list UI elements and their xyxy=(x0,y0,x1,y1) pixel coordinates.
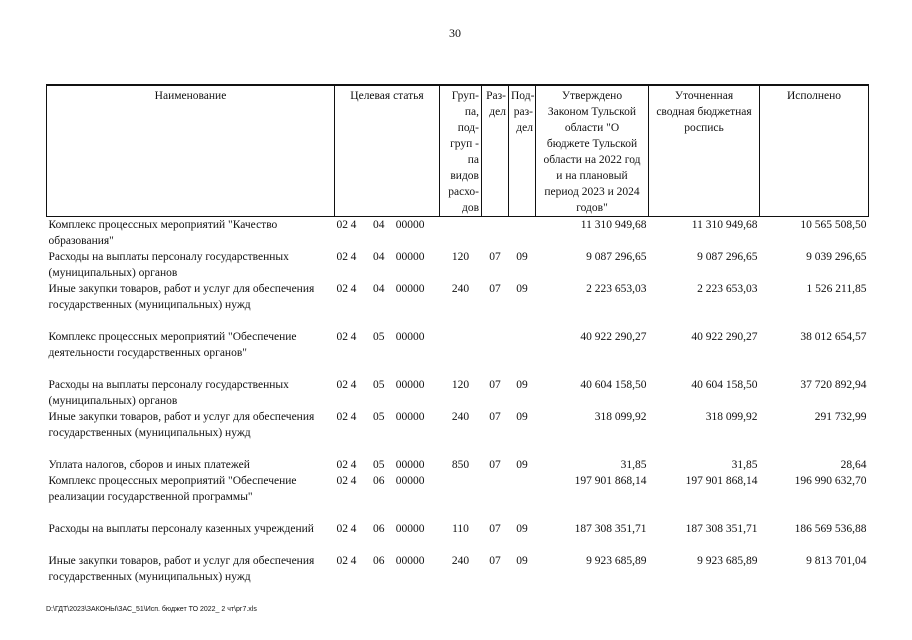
row-name: Уплата налогов, сборов и иных платежей xyxy=(48,459,250,471)
row-executed: 28,64 xyxy=(840,459,867,471)
header-line: груп - xyxy=(450,138,479,150)
target-direction: 00000 xyxy=(395,219,425,231)
row-section: 07 xyxy=(489,379,501,391)
row-group xyxy=(440,217,482,250)
header-line: Груп- xyxy=(451,90,479,102)
header-line: дел xyxy=(489,106,506,118)
row-name: Комплекс процессных мероприятий "Обеспечение деятельности государственных органов" xyxy=(48,331,297,359)
row-approved: 40 922 290,27 xyxy=(580,331,647,343)
target-program: 02 xyxy=(336,555,348,567)
table-row xyxy=(47,217,869,250)
table-row xyxy=(47,457,869,473)
row-refined: 9 087 296,65 xyxy=(697,251,758,263)
target-program: 02 xyxy=(336,331,348,343)
row-target-code xyxy=(335,329,440,377)
row-section xyxy=(482,473,509,521)
row-name: Иные закупки товаров, работ и услуг для обеспечения государственных (муниципальных) нужд xyxy=(48,283,315,311)
header-line: дов xyxy=(461,202,479,214)
row-executed: 9 039 296,65 xyxy=(806,251,867,263)
row-refined: 11 310 949,68 xyxy=(691,219,758,231)
row-target-code xyxy=(335,553,440,601)
target-complex: 06 xyxy=(373,523,385,535)
row-subsection: 09 xyxy=(516,411,528,423)
header-line: бюджете Тульской xyxy=(546,138,638,150)
row-target-code xyxy=(335,377,440,409)
target-program: 02 xyxy=(336,459,348,471)
row-group: 240 xyxy=(451,555,470,567)
row-name: Комплекс процессных мероприятий "Качество образования" xyxy=(48,219,278,247)
target-complex: 05 xyxy=(373,331,385,343)
row-refined: 2 223 653,03 xyxy=(697,283,758,295)
row-refined: 40 604 158,50 xyxy=(691,379,758,391)
table-row xyxy=(47,409,869,457)
header-approved xyxy=(536,85,649,217)
target-direction: 00000 xyxy=(395,475,425,487)
target-direction: 00000 xyxy=(395,379,425,391)
target-complex: 06 xyxy=(373,475,385,487)
header-line: Раз- xyxy=(486,90,506,102)
target-direction: 00000 xyxy=(395,331,425,343)
row-approved: 318 099,92 xyxy=(594,411,647,423)
row-executed: 9 813 701,04 xyxy=(806,555,867,567)
target-direction: 00000 xyxy=(395,251,425,263)
table-row xyxy=(47,249,869,281)
header-line: дел xyxy=(516,122,533,134)
page-number: 30 xyxy=(449,26,461,40)
target-direction: 00000 xyxy=(395,523,425,535)
target-type: 4 xyxy=(350,555,357,567)
row-refined: 31,85 xyxy=(731,459,758,471)
row-target-code xyxy=(335,249,440,281)
header-line: области "О xyxy=(564,122,620,134)
row-section: 07 xyxy=(489,459,501,471)
row-executed: 186 569 536,88 xyxy=(794,523,867,535)
target-type: 4 xyxy=(350,283,357,295)
row-executed: 10 565 508,50 xyxy=(800,219,867,231)
target-program: 02 xyxy=(336,379,348,391)
row-approved: 187 308 351,71 xyxy=(574,523,647,535)
row-subsection: 09 xyxy=(516,523,528,535)
header-line: роспись xyxy=(684,122,724,134)
target-program: 02 xyxy=(336,475,348,487)
row-section: 07 xyxy=(489,283,501,295)
target-program: 02 xyxy=(336,411,348,423)
header-line: Уточненная xyxy=(674,90,734,102)
row-refined: 197 901 868,14 xyxy=(685,475,758,487)
target-type: 4 xyxy=(350,251,357,263)
row-group: 120 xyxy=(451,251,470,263)
row-section: 07 xyxy=(489,523,501,535)
target-type: 4 xyxy=(350,523,357,535)
budget-table xyxy=(46,84,869,601)
row-target-code xyxy=(335,521,440,553)
row-group xyxy=(440,473,482,521)
row-target-code xyxy=(335,473,440,521)
header-line: области на 2022 год xyxy=(543,154,641,166)
row-group: 240 xyxy=(451,411,470,423)
header-line: Законом Тульской xyxy=(547,106,637,118)
target-type: 4 xyxy=(350,459,357,471)
row-group xyxy=(440,329,482,377)
header-line: период 2023 и 2024 xyxy=(544,186,640,198)
table-row xyxy=(47,473,869,521)
row-name: Расходы на выплаты персоналу государственных (муниципальных) органов xyxy=(48,379,289,407)
row-group: 850 xyxy=(451,459,470,471)
target-complex: 05 xyxy=(373,459,385,471)
target-complex: 05 xyxy=(373,379,385,391)
table-row xyxy=(47,521,869,553)
row-approved: 197 901 868,14 xyxy=(574,475,647,487)
row-subsection: 09 xyxy=(516,283,528,295)
row-approved: 31,85 xyxy=(620,459,647,471)
header-line: Утверждено xyxy=(561,90,623,102)
header-line: под- xyxy=(457,122,479,134)
row-name: Расходы на выплаты персоналу казенных учреждений xyxy=(48,523,314,535)
target-type: 4 xyxy=(350,379,357,391)
target-program: 02 xyxy=(336,283,348,295)
header-line: Под- xyxy=(511,90,535,102)
row-subsection: 09 xyxy=(516,251,528,263)
header-line: видов xyxy=(450,170,479,182)
table-header-row xyxy=(47,85,869,217)
row-group: 240 xyxy=(451,283,470,295)
row-approved: 11 310 949,68 xyxy=(580,219,647,231)
row-name: Иные закупки товаров, работ и услуг для обеспечения государственных (муниципальных) нужд xyxy=(48,555,315,583)
target-complex: 04 xyxy=(373,283,385,295)
header-line: па xyxy=(467,154,479,166)
target-type: 4 xyxy=(350,219,357,231)
row-section: 07 xyxy=(489,251,501,263)
row-section: 07 xyxy=(489,555,501,567)
row-executed: 196 990 632,70 xyxy=(794,475,867,487)
row-subsection xyxy=(509,329,536,377)
row-approved: 2 223 653,03 xyxy=(586,283,647,295)
row-refined: 40 922 290,27 xyxy=(691,331,758,343)
row-refined: 187 308 351,71 xyxy=(685,523,758,535)
header-line: па, xyxy=(464,106,479,118)
row-executed: 38 012 654,57 xyxy=(800,331,867,343)
file-path-footer: D:\ГДТ\2023\ЗАКОНЫ\ЗАС_51\Исп. бюджет ТО 2022_ 2 чт\рг7.xls xyxy=(46,606,257,613)
table-row xyxy=(47,377,869,409)
header-subsection xyxy=(509,85,536,217)
row-name: Иные закупки товаров, работ и услуг для обеспечения государственных (муниципальных) нужд xyxy=(48,411,315,439)
row-subsection xyxy=(509,217,536,250)
row-subsection xyxy=(509,473,536,521)
row-refined: 318 099,92 xyxy=(705,411,758,423)
table-row xyxy=(47,281,869,329)
header-target: Целевая статья xyxy=(335,85,440,217)
row-executed: 37 720 892,94 xyxy=(800,379,867,391)
header-group xyxy=(440,85,482,217)
header-refined xyxy=(649,85,760,217)
row-subsection: 09 xyxy=(516,379,528,391)
row-section: 07 xyxy=(489,411,501,423)
row-name: Расходы на выплаты персоналу государственных (муниципальных) органов xyxy=(48,251,289,279)
row-subsection: 09 xyxy=(516,459,528,471)
header-line: расхо- xyxy=(448,186,479,198)
row-target-code xyxy=(335,457,440,473)
header-section xyxy=(482,85,509,217)
row-executed: 291 732,99 xyxy=(814,411,867,423)
target-program: 02 xyxy=(336,219,348,231)
target-complex: 04 xyxy=(373,219,385,231)
row-name: Комплекс процессных мероприятий "Обеспечение реализации государственной программы" xyxy=(48,475,297,503)
row-target-code xyxy=(335,217,440,250)
target-type: 4 xyxy=(350,475,357,487)
row-approved: 40 604 158,50 xyxy=(580,379,647,391)
target-program: 02 xyxy=(336,523,348,535)
row-approved: 9 923 685,89 xyxy=(586,555,647,567)
row-subsection: 09 xyxy=(516,555,528,567)
table-row xyxy=(47,553,869,601)
table-row xyxy=(47,329,869,377)
row-section xyxy=(482,217,509,250)
target-complex: 06 xyxy=(373,555,385,567)
target-program: 02 xyxy=(336,251,348,263)
target-direction: 00000 xyxy=(395,411,425,423)
header-line: сводная бюджетная xyxy=(656,106,752,118)
row-executed: 1 526 211,85 xyxy=(806,283,867,295)
row-section xyxy=(482,329,509,377)
row-refined: 9 923 685,89 xyxy=(697,555,758,567)
header-line: раз- xyxy=(513,106,533,118)
row-target-code xyxy=(335,409,440,457)
row-group: 110 xyxy=(452,523,469,535)
target-complex: 05 xyxy=(373,411,385,423)
target-direction: 00000 xyxy=(395,459,425,471)
row-approved: 9 087 296,65 xyxy=(586,251,647,263)
header-executed: Исполнено xyxy=(760,85,869,217)
row-group: 120 xyxy=(451,379,470,391)
row-target-code xyxy=(335,281,440,329)
target-type: 4 xyxy=(350,331,357,343)
target-type: 4 xyxy=(350,411,357,423)
header-line: и на плановый xyxy=(556,170,628,182)
target-complex: 04 xyxy=(373,251,385,263)
target-direction: 00000 xyxy=(395,555,425,567)
header-line: годов" xyxy=(576,202,608,214)
target-direction: 00000 xyxy=(395,283,425,295)
header-name: Наименование xyxy=(47,85,335,217)
